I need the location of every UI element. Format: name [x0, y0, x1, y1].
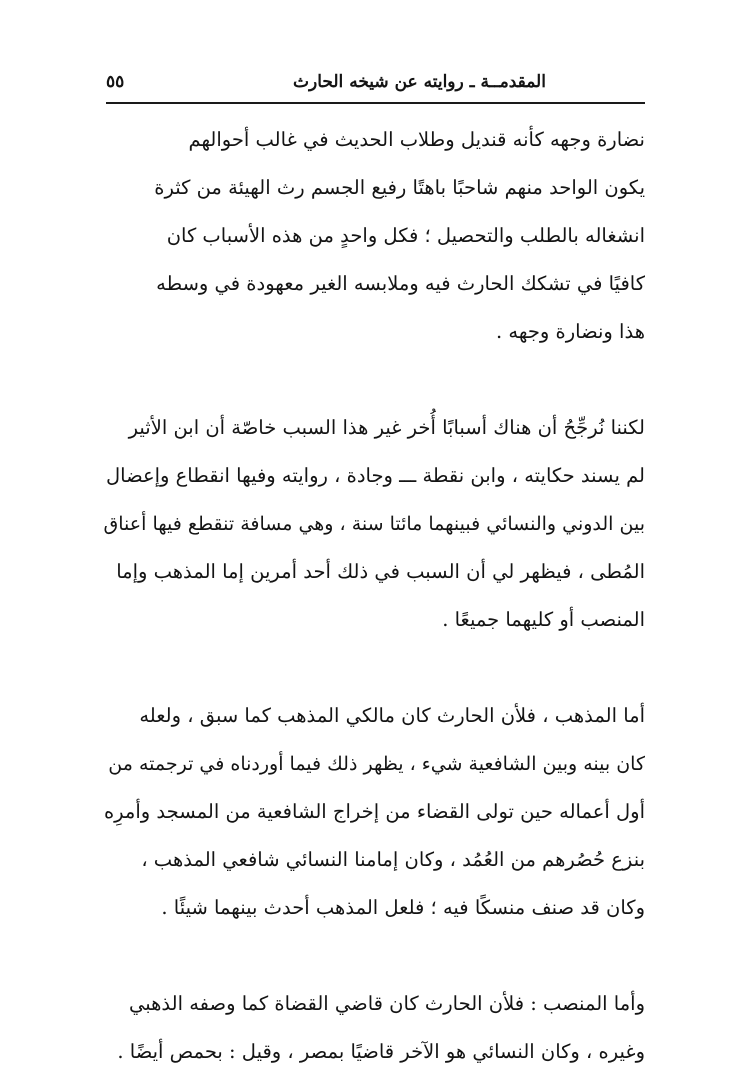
paragraph-4 — [96, 980, 645, 1076]
page-number: ٥٥ — [106, 72, 125, 92]
paragraph-1 — [96, 116, 645, 356]
text-line: لكننا نُرجِّحُ أن هناك أسبابًا أُخر غير هذا السبب خاصّة أن ابن الأثير — [128, 416, 645, 439]
body-text — [96, 116, 645, 1076]
text-line: كان بينه وبين الشافعية شيء ، يظهر ذلك فيما أوردناه في ترجمته من — [108, 753, 645, 775]
text-line: انشغاله بالطلب والتحصيل ؛ فكل واحدٍ من هذه الأسباب كان — [166, 224, 645, 247]
text-line: وغيره ، وكان النسائي هو الآخر قاضيًا بمصر ، وقيل : بحمص أيضًا . — [117, 1040, 645, 1063]
text-line: أول أعماله حين تولى القضاء من إخراج الشافعية من المسجد وأمرِه — [103, 800, 645, 823]
paragraph-2 — [96, 404, 645, 644]
paragraph-gap — [96, 932, 645, 980]
text-line: نضارة وجهه كأنه قنديل وطلاب الحديث في غالب أحوالهم — [188, 128, 645, 151]
paragraph-3 — [96, 692, 645, 932]
text-line: هذا ونضارة وجهه . — [496, 320, 645, 343]
text-line: وكان قد صنف منسكًا فيه ؛ فلعل المذهب أحدث بينهما شيئًا . — [161, 896, 645, 919]
text-line: بين الدوني والنسائي فبينهما مائتا سنة ، وهي مسافة تنقطع فيها أعناق — [103, 513, 645, 535]
text-line: يكون الواحد منهم شاحبًا باهتًا رفيع الجسم رث الهيئة من كثرة — [154, 176, 645, 199]
text-line: المُطى ، فيظهر لي أن السبب في ذلك أحد أمرين إما المذهب وإما — [116, 560, 645, 583]
paragraph-gap — [96, 644, 645, 692]
text-line: كافيًا في تشكك الحارث فيه وملابسه الغير معهودة في وسطه — [156, 272, 645, 295]
running-header — [106, 70, 643, 98]
paragraph-gap — [96, 356, 645, 404]
text-line: أما المذهب ، فلأن الحارث كان مالكي المذهب كما سبق ، ولعله — [139, 704, 645, 727]
header-divider — [106, 102, 645, 104]
text-line: بنزع حُصُرهم من العُمُد ، وكان إمامنا النسائي شافعي المذهب ، — [141, 848, 645, 871]
text-line: وأما المنصب : فلأن الحارث كان قاضي القضاة كما وصفه الذهبي — [128, 992, 645, 1015]
text-line: لم يسند حكايته ، وابن نقطة ـــ وجادة ، روايته وفيها انقطاع وإعضال — [105, 464, 645, 487]
text-line: المنصب أو كليهما جميعًا . — [442, 608, 645, 631]
header-title: المقدمــة ـ روايته عن شيخه الحارث — [293, 72, 546, 92]
